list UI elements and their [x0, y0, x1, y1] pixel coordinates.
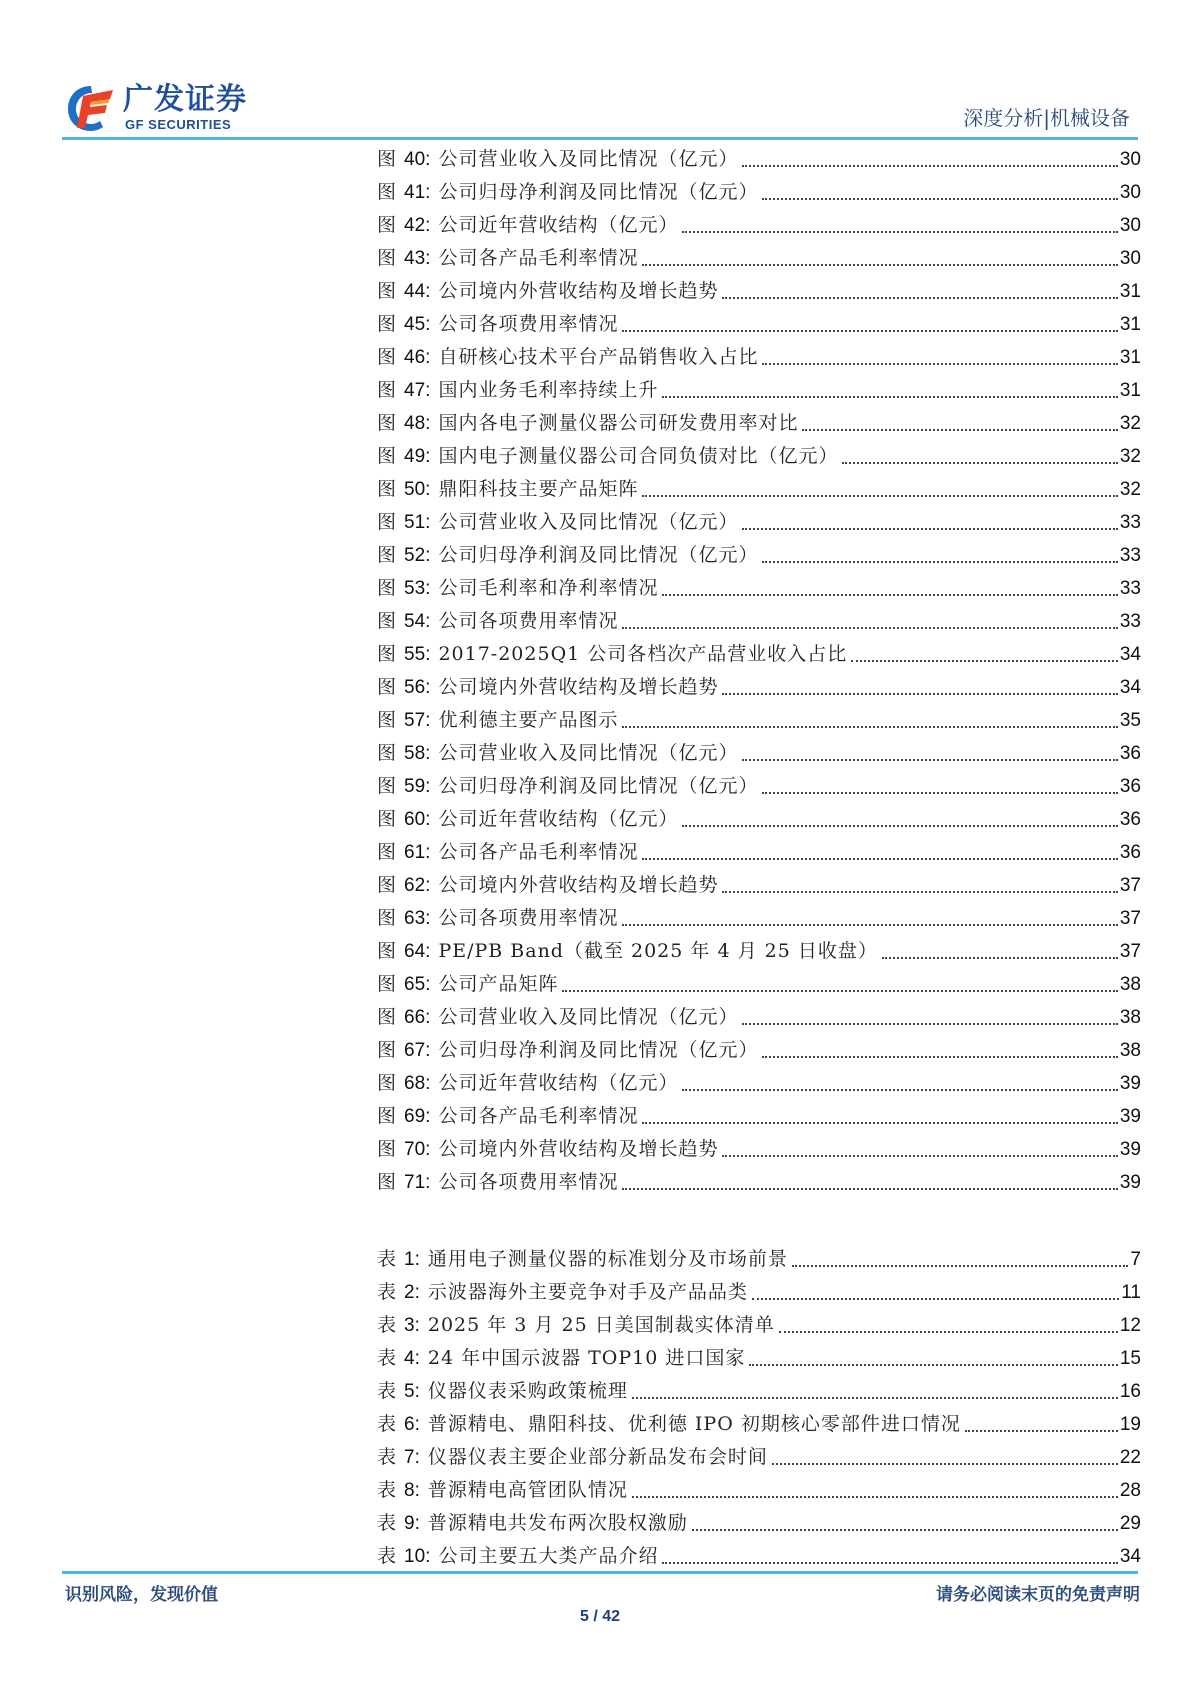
toc-figure-entry[interactable] — [377, 209, 1141, 242]
entry-number: 10: — [404, 1546, 431, 1567]
entry-page-number: 32 — [1119, 479, 1141, 500]
dot-leader — [562, 989, 1117, 992]
entry-prefix: 表 — [377, 1545, 397, 1567]
entry-prefix: 图 — [377, 874, 397, 896]
toc-figure-entry[interactable] — [377, 803, 1141, 836]
entry-number: 8: — [404, 1480, 420, 1501]
entry-number: 40: — [404, 149, 431, 170]
toc-figure-entry[interactable] — [377, 407, 1141, 440]
entry-page-number: 39 — [1119, 1139, 1141, 1160]
entry-title: 公司产品矩阵 — [438, 973, 559, 995]
entry-page-number: 39 — [1119, 1106, 1141, 1127]
entry-prefix: 图 — [377, 379, 397, 401]
logo-english-text: GF SECURITIES — [125, 117, 232, 132]
dot-leader — [682, 1088, 1117, 1091]
dot-leader — [762, 560, 1117, 563]
dot-leader — [722, 1154, 1117, 1157]
entry-prefix: 图 — [377, 1039, 397, 1061]
entry-page-number: 11 — [1121, 1282, 1141, 1303]
toc-figure-entry[interactable] — [377, 1034, 1141, 1067]
entry-prefix: 图 — [377, 1006, 397, 1028]
dot-leader — [792, 1264, 1129, 1267]
entry-number: 69: — [404, 1106, 431, 1127]
entry-title: 通用电子测量仪器的标准划分及市场前景 — [427, 1248, 788, 1270]
entry-page-number: 36 — [1119, 842, 1141, 863]
figure-list — [377, 143, 1141, 1199]
entry-title: 公司各项费用率情况 — [438, 1171, 619, 1193]
dot-leader — [742, 164, 1117, 167]
toc-figure-entry[interactable] — [377, 374, 1141, 407]
dot-leader — [762, 362, 1117, 365]
toc-table-entry[interactable] — [377, 1441, 1141, 1474]
entry-page-number: 37 — [1119, 908, 1141, 929]
entry-prefix: 图 — [377, 247, 397, 269]
toc-figure-entry[interactable] — [377, 869, 1141, 902]
page-indicator: 5 / 42 — [579, 1608, 621, 1625]
toc-figure-entry[interactable] — [377, 1067, 1141, 1100]
entry-prefix: 图 — [377, 313, 397, 335]
entry-prefix: 图 — [377, 544, 397, 566]
entry-title: 公司归母净利润及同比情况（亿元） — [438, 775, 759, 797]
entry-page-number: 36 — [1119, 809, 1141, 830]
entry-number: 59: — [404, 776, 431, 797]
dot-leader — [632, 1495, 1118, 1498]
entry-prefix: 图 — [377, 676, 397, 698]
toc-figure-entry[interactable] — [377, 539, 1141, 572]
dot-leader — [762, 197, 1117, 200]
dot-leader — [662, 593, 1117, 596]
entry-title: 公司近年营收结构（亿元） — [438, 808, 679, 830]
entry-page-number: 34 — [1119, 644, 1141, 665]
toc-table-entry[interactable] — [377, 1408, 1141, 1441]
toc-figure-entry[interactable] — [377, 836, 1141, 869]
entry-title: 公司营业收入及同比情况（亿元） — [438, 1006, 739, 1028]
entry-title: 国内各电子测量仪器公司研发费用率对比 — [438, 412, 799, 434]
toc-figure-entry[interactable] — [377, 638, 1141, 671]
entry-page-number: 38 — [1119, 974, 1141, 995]
entry-title: 公司近年营收结构（亿元） — [438, 214, 679, 236]
entry-number: 5: — [404, 1381, 420, 1402]
dot-leader — [722, 692, 1117, 695]
entry-number: 45: — [404, 314, 431, 335]
entry-prefix: 图 — [377, 214, 397, 236]
entry-title: 示波器海外主要竞争对手及产品品类 — [427, 1281, 748, 1303]
entry-title: 公司境内外营收结构及增长趋势 — [438, 676, 719, 698]
entry-page-number: 30 — [1119, 149, 1141, 170]
dot-leader — [642, 1121, 1117, 1124]
gf-securities-logo — [65, 82, 265, 134]
entry-title: 优利德主要产品图示 — [438, 709, 619, 731]
dot-leader — [965, 1429, 1118, 1432]
entry-title: PE/PB Band（截至 2025 年 4 月 25 日收盘） — [438, 940, 878, 962]
entry-number: 57: — [404, 710, 431, 731]
entry-title: 自研核心技术平台产品销售收入占比 — [438, 346, 759, 368]
toc-figure-entry[interactable] — [377, 1133, 1141, 1166]
entry-prefix: 图 — [377, 742, 397, 764]
dot-leader — [779, 1330, 1118, 1333]
toc-table-entry[interactable] — [377, 1309, 1141, 1342]
toc-figure-entry[interactable] — [377, 671, 1141, 704]
dot-leader — [642, 857, 1117, 860]
entry-page-number: 16 — [1119, 1381, 1141, 1402]
entry-prefix: 表 — [377, 1347, 397, 1369]
toc-figure-entry[interactable] — [377, 143, 1141, 176]
toc-table-entry[interactable] — [377, 1540, 1141, 1573]
entry-title: 仪器仪表采购政策梳理 — [427, 1380, 628, 1402]
entry-number: 47: — [404, 380, 431, 401]
entry-number: 48: — [404, 413, 431, 434]
entry-number: 70: — [404, 1139, 431, 1160]
entry-title: 公司近年营收结构（亿元） — [438, 1072, 679, 1094]
toc-figure-entry[interactable] — [377, 1100, 1141, 1133]
dot-leader — [642, 263, 1117, 266]
entry-prefix: 图 — [377, 643, 397, 665]
toc-figure-entry[interactable] — [377, 770, 1141, 803]
entry-prefix: 表 — [377, 1380, 397, 1402]
entry-prefix: 图 — [377, 610, 397, 632]
entry-number: 51: — [404, 512, 431, 533]
toc-table-entry[interactable] — [377, 1375, 1141, 1408]
entry-page-number: 31 — [1119, 380, 1141, 401]
dot-leader — [682, 230, 1117, 233]
entry-title: 公司境内外营收结构及增长趋势 — [438, 1138, 719, 1160]
entry-page-number: 30 — [1119, 215, 1141, 236]
entry-page-number: 29 — [1119, 1513, 1141, 1534]
entry-number: 54: — [404, 611, 431, 632]
entry-page-number: 38 — [1119, 1040, 1141, 1061]
toc-figure-entry[interactable] — [377, 341, 1141, 374]
entry-page-number: 30 — [1119, 182, 1141, 203]
entry-title: 普源精电共发布两次股权激励 — [427, 1512, 688, 1534]
entry-number: 44: — [404, 281, 431, 302]
entry-title: 普源精电、鼎阳科技、优利德 IPO 初期核心零部件进口情况 — [427, 1413, 961, 1435]
dot-leader — [742, 1022, 1117, 1025]
entry-page-number: 31 — [1119, 347, 1141, 368]
entry-number: 50: — [404, 479, 431, 500]
entry-prefix: 图 — [377, 478, 397, 500]
entry-number: 71: — [404, 1172, 431, 1193]
entry-number: 65: — [404, 974, 431, 995]
dot-leader — [772, 1462, 1118, 1465]
dot-leader — [802, 428, 1117, 431]
dot-leader — [762, 791, 1117, 794]
entry-prefix: 图 — [377, 841, 397, 863]
entry-page-number: 37 — [1119, 941, 1141, 962]
entry-number: 62: — [404, 875, 431, 896]
entry-number: 4: — [404, 1348, 420, 1369]
entry-page-number: 33 — [1119, 512, 1141, 533]
entry-page-number: 39 — [1119, 1073, 1141, 1094]
entry-page-number: 33 — [1119, 578, 1141, 599]
toc-figure-entry[interactable] — [377, 902, 1141, 935]
dot-leader — [622, 725, 1117, 728]
entry-title: 普源精电高管团队情况 — [427, 1479, 628, 1501]
toc-figure-entry[interactable] — [377, 506, 1141, 539]
entry-prefix: 表 — [377, 1512, 397, 1534]
entry-number: 61: — [404, 842, 431, 863]
entry-page-number: 39 — [1119, 1172, 1141, 1193]
table-list — [377, 1243, 1141, 1573]
toc-figure-entry[interactable] — [377, 737, 1141, 770]
entry-prefix: 图 — [377, 148, 397, 170]
entry-page-number: 36 — [1119, 743, 1141, 764]
dot-leader — [622, 923, 1117, 926]
entry-number: 6: — [404, 1414, 420, 1435]
entry-prefix: 表 — [377, 1314, 397, 1336]
entry-title: 国内电子测量仪器公司合同负债对比（亿元） — [438, 445, 839, 467]
entry-title: 公司归母净利润及同比情况（亿元） — [438, 1039, 759, 1061]
entry-page-number: 31 — [1119, 314, 1141, 335]
dot-leader — [662, 395, 1117, 398]
dot-leader — [851, 659, 1118, 662]
dot-leader — [642, 494, 1117, 497]
entry-number: 49: — [404, 446, 431, 467]
entry-title: 公司各项费用率情况 — [438, 907, 619, 929]
entry-prefix: 图 — [377, 709, 397, 731]
entry-page-number: 34 — [1119, 677, 1141, 698]
entry-number: 68: — [404, 1073, 431, 1094]
entry-number: 46: — [404, 347, 431, 368]
dot-leader — [622, 329, 1117, 332]
entry-number: 2: — [404, 1282, 420, 1303]
entry-prefix: 图 — [377, 940, 397, 962]
toc-table-entry[interactable] — [377, 1342, 1141, 1375]
dot-leader — [762, 1055, 1117, 1058]
entry-prefix: 表 — [377, 1413, 397, 1435]
entry-number: 64: — [404, 941, 431, 962]
entry-number: 56: — [404, 677, 431, 698]
page-header — [0, 0, 1200, 140]
entry-prefix: 图 — [377, 1105, 397, 1127]
entry-page-number: 31 — [1119, 281, 1141, 302]
toc-figure-entry[interactable] — [377, 440, 1141, 473]
entry-prefix: 图 — [377, 577, 397, 599]
entry-title: 公司各产品毛利率情况 — [438, 841, 639, 863]
entry-prefix: 图 — [377, 412, 397, 434]
entry-title: 公司各产品毛利率情况 — [438, 247, 639, 269]
dot-leader — [632, 1396, 1118, 1399]
header-divider — [62, 137, 1138, 140]
toc-figure-entry[interactable] — [377, 473, 1141, 506]
entry-number: 58: — [404, 743, 431, 764]
toc-figure-entry[interactable] — [377, 1001, 1141, 1034]
entry-page-number: 38 — [1119, 1007, 1141, 1028]
entry-page-number: 7 — [1130, 1249, 1141, 1270]
entry-title: 2017-2025Q1 公司各档次产品营业收入占比 — [438, 643, 848, 665]
entry-page-number: 32 — [1119, 413, 1141, 434]
entry-prefix: 图 — [377, 346, 397, 368]
entry-prefix: 图 — [377, 1072, 397, 1094]
entry-page-number: 36 — [1119, 776, 1141, 797]
entry-title: 公司各项费用率情况 — [438, 313, 619, 335]
gf-logo-icon — [65, 82, 117, 134]
toc-figure-entry[interactable] — [377, 1166, 1141, 1199]
entry-title: 鼎阳科技主要产品矩阵 — [438, 478, 639, 500]
logo-chinese-text: 广发证券 — [123, 82, 247, 117]
entry-title: 公司归母净利润及同比情况（亿元） — [438, 181, 759, 203]
footer-divider — [62, 1571, 1138, 1574]
footer-slogan: 识别风险，发现价值 — [65, 1585, 218, 1605]
entry-number: 60: — [404, 809, 431, 830]
entry-prefix: 表 — [377, 1446, 397, 1468]
entry-page-number: 12 — [1119, 1315, 1141, 1336]
dot-leader — [752, 1297, 1119, 1300]
entry-title: 公司营业收入及同比情况（亿元） — [438, 148, 739, 170]
entry-title: 2025 年 3 月 25 日美国制裁实体清单 — [427, 1314, 775, 1336]
entry-page-number: 30 — [1119, 248, 1141, 269]
entry-number: 3: — [404, 1315, 420, 1336]
entry-title: 国内业务毛利率持续上升 — [438, 379, 659, 401]
toc-table-entry[interactable] — [377, 1474, 1141, 1507]
entry-prefix: 表 — [377, 1248, 397, 1270]
toc-figure-entry[interactable] — [377, 605, 1141, 638]
entry-number: 41: — [404, 182, 431, 203]
entry-number: 67: — [404, 1040, 431, 1061]
entry-prefix: 表 — [377, 1281, 397, 1303]
toc-table-entry[interactable] — [377, 1507, 1141, 1540]
entry-prefix: 图 — [377, 973, 397, 995]
entry-title: 公司各产品毛利率情况 — [438, 1105, 639, 1127]
entry-prefix: 图 — [377, 181, 397, 203]
toc-figure-entry[interactable] — [377, 308, 1141, 341]
dot-leader — [742, 527, 1117, 530]
entry-number: 53: — [404, 578, 431, 599]
entry-title: 24 年中国示波器 TOP10 进口国家 — [427, 1347, 746, 1369]
entry-title: 公司毛利率和净利率情况 — [438, 577, 659, 599]
entry-page-number: 35 — [1119, 710, 1141, 731]
dot-leader — [662, 1561, 1117, 1564]
entry-number: 42: — [404, 215, 431, 236]
entry-title: 仪器仪表主要企业部分新品发布会时间 — [427, 1446, 768, 1468]
toc-figure-entry[interactable] — [377, 704, 1141, 737]
entry-prefix: 图 — [377, 511, 397, 533]
entry-number: 63: — [404, 908, 431, 929]
dot-leader — [842, 461, 1117, 464]
entry-prefix: 图 — [377, 445, 397, 467]
entry-prefix: 图 — [377, 775, 397, 797]
footer-disclaimer: 请务必阅读末页的免责声明 — [936, 1585, 1140, 1605]
entry-title: 公司归母净利润及同比情况（亿元） — [438, 544, 759, 566]
dot-leader — [749, 1363, 1117, 1366]
entry-number: 66: — [404, 1007, 431, 1028]
entry-prefix: 图 — [377, 1171, 397, 1193]
entry-page-number: 33 — [1119, 611, 1141, 632]
entry-number: 43: — [404, 248, 431, 269]
entry-page-number: 37 — [1119, 875, 1141, 896]
report-section-label: 深度分析|机械设备 — [963, 106, 1130, 130]
toc-table-entry[interactable] — [377, 1276, 1141, 1309]
toc-figure-entry[interactable] — [377, 968, 1141, 1001]
entry-number: 55: — [404, 644, 431, 665]
entry-prefix: 图 — [377, 907, 397, 929]
entry-prefix: 图 — [377, 280, 397, 302]
dot-leader — [692, 1528, 1118, 1531]
dot-leader — [882, 956, 1118, 959]
entry-page-number: 22 — [1119, 1447, 1141, 1468]
entry-title: 公司境内外营收结构及增长趋势 — [438, 874, 719, 896]
dot-leader — [622, 1187, 1117, 1190]
entry-page-number: 34 — [1119, 1546, 1141, 1567]
entry-title: 公司境内外营收结构及增长趋势 — [438, 280, 719, 302]
toc-figure-entry[interactable] — [377, 935, 1141, 968]
entry-prefix: 表 — [377, 1479, 397, 1501]
dot-leader — [722, 296, 1117, 299]
dot-leader — [682, 824, 1117, 827]
entry-title: 公司各项费用率情况 — [438, 610, 619, 632]
entry-prefix: 图 — [377, 1138, 397, 1160]
toc-figure-entry[interactable] — [377, 176, 1141, 209]
dot-leader — [622, 626, 1117, 629]
entry-page-number: 32 — [1119, 446, 1141, 467]
dot-leader — [742, 758, 1117, 761]
entry-title: 公司主要五大类产品介绍 — [438, 1545, 659, 1567]
toc-figure-entry[interactable] — [377, 242, 1141, 275]
dot-leader — [722, 890, 1117, 893]
entry-number: 52: — [404, 545, 431, 566]
entry-page-number: 15 — [1119, 1348, 1141, 1369]
entry-title: 公司营业收入及同比情况（亿元） — [438, 511, 739, 533]
entry-page-number: 28 — [1119, 1480, 1141, 1501]
entry-title: 公司营业收入及同比情况（亿元） — [438, 742, 739, 764]
toc-figure-entry[interactable] — [377, 572, 1141, 605]
entry-page-number: 19 — [1119, 1414, 1141, 1435]
entry-number: 7: — [404, 1447, 420, 1468]
entry-prefix: 图 — [377, 808, 397, 830]
entry-page-number: 33 — [1119, 545, 1141, 566]
toc-table-entry[interactable] — [377, 1243, 1141, 1276]
entry-number: 1: — [404, 1249, 420, 1270]
toc-figure-entry[interactable] — [377, 275, 1141, 308]
entry-number: 9: — [404, 1513, 420, 1534]
